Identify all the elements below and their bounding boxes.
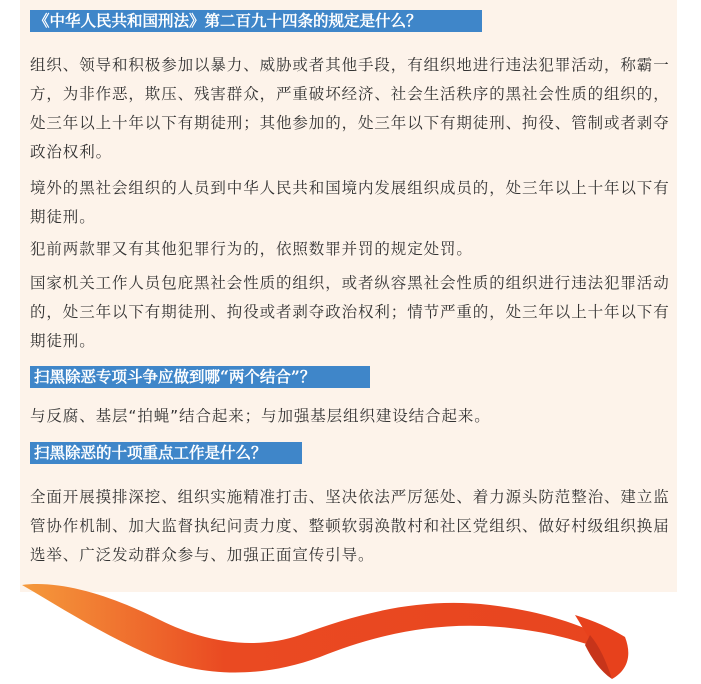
section-1-paragraph-4: 国家机关工作人员包庇黑社会性质的组织，或者纵容黑社会性质的组织进行违法犯罪活动的，处三年以下有期徒刑、拘役或者剥夺政治权利；情节严重的，处三年以上十年以下有期徒刑。 bbox=[30, 274, 670, 350]
section-1-paragraph-1: 组织、领导和积极参加以暴力、威胁或者其他手段，有组织地进行违法犯罪活动，称霸一方，为非作恶，欺压、残害群众，严重破坏经济、社会生活秩序的黑社会性质的组织的，处三年以上十年以下有期徒刑；其他参加的，处三年以下有期徒刑、拘役、管制或者剥夺政治权利。 bbox=[30, 56, 670, 161]
section-2-heading: 扫黑除恶专项斗争应做到哪“两个结合”？ bbox=[30, 366, 370, 388]
section-2-paragraph-1: 与反腐、基层“拍蝇”结合起来；与加强基层组织建设结合起来。 bbox=[30, 407, 491, 425]
section-1-paragraph-3: 犯前两款罪又有其他犯罪行为的，依照数罪并罚的规定处罚。 bbox=[30, 240, 473, 258]
section-1-paragraph-2: 境外的黑社会组织的人员到中华人民共和国境内发展组织成员的，处三年以上十年以下有期徒刑。 bbox=[30, 179, 670, 226]
section-1-heading: 《中华人民共和国刑法》第二百九十四条的规定是什么？ bbox=[30, 10, 482, 32]
section-3-heading: 扫黑除恶的十项重点工作是什么？ bbox=[30, 442, 302, 464]
section-3-paragraph-1: 全面开展摸排深挖、组织实施精准打击、坚决依法严厉惩处、着力源头防范整治、建立监管协作机制、加大监督执纪问责力度、整顿软弱涣散村和社区党组织、做好村级组织换届选举、广泛发动群众参与、加强正面宣传引导。 bbox=[30, 488, 670, 564]
red-ribbon-decoration bbox=[0, 575, 701, 684]
